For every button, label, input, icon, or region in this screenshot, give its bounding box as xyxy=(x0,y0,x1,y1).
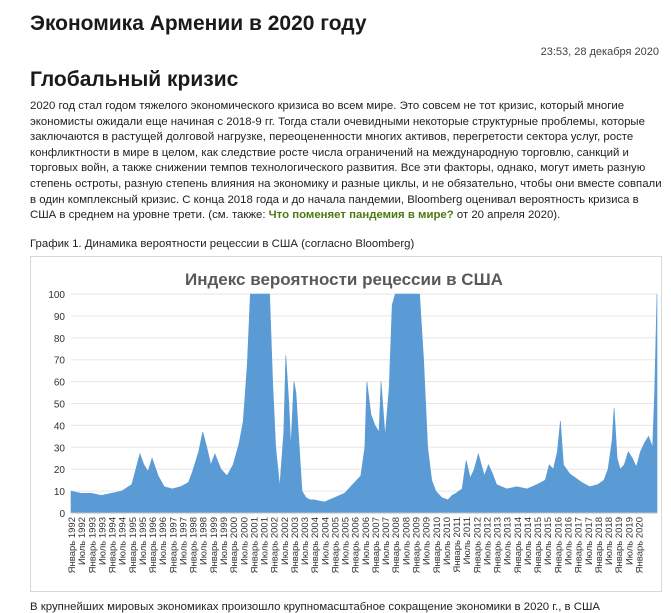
x-tick-label: Июль 1998 xyxy=(198,517,210,566)
x-tick-label: Январь 2008 xyxy=(391,517,403,574)
x-tick-label: Январь 1994 xyxy=(107,517,119,574)
x-tick-label: Январь 2012 xyxy=(472,517,484,574)
x-tick-label: Январь 2013 xyxy=(492,517,504,574)
x-tick-label: Январь 2003 xyxy=(289,517,301,574)
y-tick-label: 0 xyxy=(59,509,65,520)
x-tick-label: Январь 2007 xyxy=(370,517,382,574)
y-tick-label: 50 xyxy=(53,399,65,411)
y-tick-label: 20 xyxy=(53,465,65,477)
x-tick-label: Июль 2017 xyxy=(583,517,595,566)
x-tick-label: Январь 2015 xyxy=(533,517,545,574)
x-tick-label: Июль 2013 xyxy=(502,517,514,566)
x-tick-label: Январь 2020 xyxy=(634,517,646,574)
x-tick-label: Июль 2006 xyxy=(360,517,372,566)
x-tick-label: Июль 2018 xyxy=(604,517,616,566)
x-tick-label: Январь 2010 xyxy=(431,517,443,574)
x-tick-label: Июль 2015 xyxy=(543,517,555,566)
x-tick-label: Январь 2000 xyxy=(229,517,241,574)
chart-caption: График 1. Динамика вероятности рецессии в США (согласно Bloomberg) xyxy=(30,238,415,250)
x-tick-label: Январь 1995 xyxy=(127,517,139,574)
y-tick-label: 70 xyxy=(53,355,65,367)
x-tick-label: Январь 2004 xyxy=(310,517,322,574)
article-paragraph xyxy=(30,99,662,224)
x-tick-label: Июль 2011 xyxy=(462,517,474,565)
x-tick-label: Июль 1997 xyxy=(178,517,190,566)
recession-chart xyxy=(30,256,662,592)
x-tick-label: Июль 2005 xyxy=(340,517,352,566)
x-tick-label: Июль 2010 xyxy=(441,517,453,566)
x-tick-label: Июль 2016 xyxy=(563,517,575,566)
section-title: Глобальный кризис xyxy=(30,68,239,91)
paragraph-tail-text: от 20 апреля 2020). xyxy=(453,209,561,222)
x-tick-label: Июль 2004 xyxy=(320,517,332,566)
y-tick-label: 40 xyxy=(53,421,65,433)
footer-paragraph: В крупнейших мировых экономиках произошло крупномасштабное сокращение экономики в 2020 г., в США xyxy=(30,601,601,613)
y-tick-label: 30 xyxy=(53,443,65,455)
x-tick-label: Январь 1998 xyxy=(188,517,200,574)
x-tick-label: Июль 2002 xyxy=(279,517,291,566)
x-tick-label: Январь 2019 xyxy=(614,517,626,574)
x-tick-label: Июль 1994 xyxy=(117,517,129,566)
x-tick-label: Июль 2012 xyxy=(482,517,494,566)
x-tick-label: Январь 2006 xyxy=(350,517,362,574)
x-tick-label: Январь 2002 xyxy=(269,517,281,574)
x-tick-label: Июль 2001 xyxy=(259,517,271,566)
x-tick-label: Июль 2000 xyxy=(239,517,251,566)
x-tick-label: Июль 1995 xyxy=(137,517,149,566)
chart-svg xyxy=(31,257,663,593)
x-tick-label: Январь 1996 xyxy=(148,517,160,574)
x-tick-label: Июль 2009 xyxy=(421,517,433,566)
chart-title: Индекс вероятности рецессии в США xyxy=(185,270,503,289)
x-tick-label: Январь 2009 xyxy=(411,517,423,574)
x-tick-label: Январь 1999 xyxy=(208,517,220,574)
y-tick-label: 60 xyxy=(53,377,65,389)
x-tick-label: Июль 1992 xyxy=(77,517,89,566)
x-tick-label: Июль 2008 xyxy=(401,517,413,566)
x-tick-label: Июль 2014 xyxy=(522,517,534,566)
y-tick-label: 10 xyxy=(53,487,65,499)
x-tick-label: Январь 2014 xyxy=(512,517,524,574)
paragraph-main-text: 2020 год стал годом тяжелого экономического кризиса во всем мире. Это совсем не тот кризис, который многие экономисты ожидали еще начиная с 2018-9 гг. Тогда стали очевидными некоторые структурные проблемы, которые заключаются в растущей долговой нагрузке, переоцененности многих активов, перегретости сектора услуг, росте конфликтности в мире в целом, как следствие росте числа ограничений на международную торговлю, санкций и торговых войн, а также снижении темпов технологического развития. Все эти факторы, однако, могут иметь разную степень остроты, разную степень влияния на экономику и разные циклы, и не обязательно, чтобы они вместе совпали в один комплексный кризис. С конца 2018 года и до начала пандемии, Bloomberg оценивал вероятность кризиса в США в среднем на уровне трети. (см. также: xyxy=(30,100,662,222)
x-tick-label: Июль 1993 xyxy=(97,517,109,566)
y-tick-label: 100 xyxy=(48,290,65,301)
x-tick-label: Январь 1992 xyxy=(67,517,78,574)
x-tick-label: Январь 1997 xyxy=(168,517,180,574)
x-tick-label: Июль 1999 xyxy=(218,517,230,566)
x-tick-label: Январь 2001 xyxy=(249,517,261,574)
x-tick-label: Январь 2018 xyxy=(593,517,605,574)
x-tick-label: Июль 2007 xyxy=(381,517,393,566)
x-tick-label: Январь 2005 xyxy=(330,517,342,574)
page-title: Экономика Армении в 2020 году xyxy=(30,12,367,35)
x-tick-label: Январь 2016 xyxy=(553,517,565,574)
x-tick-label: Январь 2017 xyxy=(573,517,585,574)
timestamp: 23:53, 28 декабря 2020 xyxy=(540,46,659,58)
y-tick-label: 90 xyxy=(53,311,65,323)
x-tick-label: Июль 1996 xyxy=(158,517,170,566)
x-tick-label: Июль 2003 xyxy=(300,517,312,566)
x-tick-label: Июль 2019 xyxy=(624,517,636,566)
x-tick-label: Январь 1993 xyxy=(87,517,99,574)
y-tick-label: 80 xyxy=(53,333,65,345)
article-link[interactable]: Что поменяет пандемия в мире? xyxy=(268,209,454,222)
x-tick-label: Январь 2011 xyxy=(452,517,464,573)
